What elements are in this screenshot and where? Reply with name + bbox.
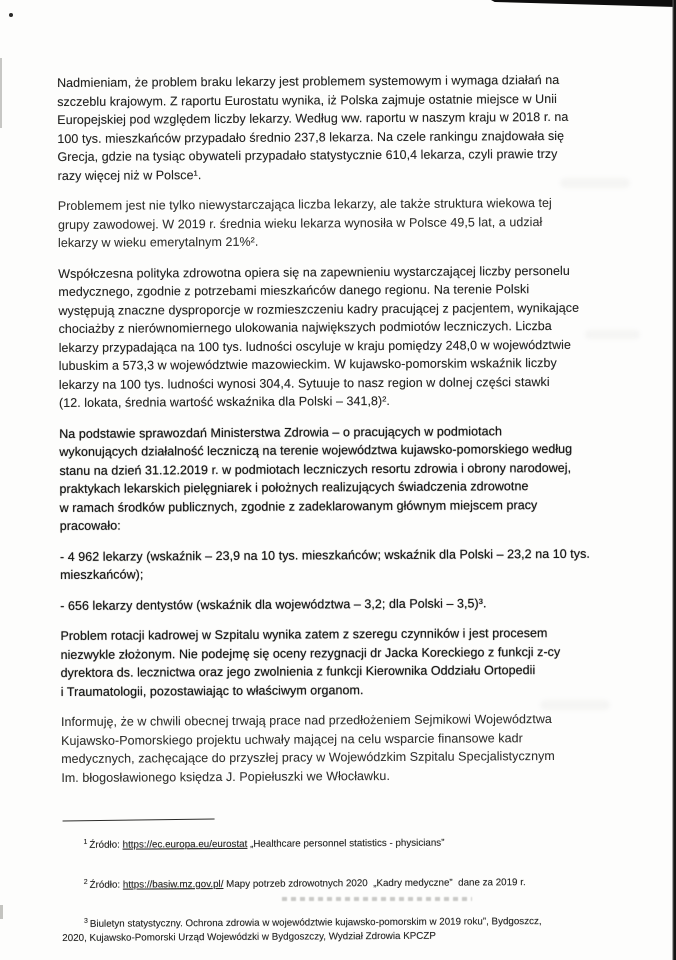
scan-right-edge	[672, 0, 676, 960]
footnote-1-link[interactable]: https://ec.europa.eu/eurostat	[122, 839, 248, 851]
scan-corner-shadow	[491, 0, 676, 7]
bullet-dentists-count: - 656 lekarzy dentystów (wskaźnik dla województwa – 3,2; dla Polski – 3,5)³.	[60, 595, 487, 613]
footnotes-section	[62, 816, 648, 958]
paragraph-doctor-shortage-intro: Nadmieniam, że problem braku lekarzy jest problemem systemowym i wymaga działań na szczeblu krajowym. Z raportu Eurostatu wynika, iż Polska zajmuje ostatnie miejsce w Unii Europejskiej pod względem liczby lekarzy. Według ww. raportu w naszym kraju w 2018 r. na 100 tys. mieszkańców przypadało średnio 237,8 lekarza. Na czele rankingu znajdowała się Grecja, gdzie na tysiąc obywateli przypadało statystycznie 610,4 lekarza, czyli prawie trzy razy więcej niż w Polsce¹.	[57, 72, 569, 183]
paragraph-ministry-reports: Na podstawie sprawozdań Ministerstwa Zdrowia – o pracujących w podmiotach wykonujących działalność leczniczą na terenie województwa kujawsko-pomorskiego według stanu na dzień 31.12.2019 r. w podmiotach leczniczych resortu zdrowia i obrony narodowej, praktykach lekarskich pielęgniarek i położnych realizujących świadczenia zdrowotne w ramach środków publicznych, zgodnie z zadeklarowanym głównym miejscem pracy pracowało:	[59, 423, 573, 533]
footnote-3-text: Biuletyn statystyczny. Ochrona zdrowia w województwie kujawsko-pomorskim w 2019 roku”, Bydgoszcz, 2020, Kujawsko-Pomorski Urząd Wojewódzki w Bydgoszczy, Wydział Zdrowia KPCZP	[62, 916, 542, 944]
scan-left-edge	[0, 58, 2, 128]
footnote-1	[62, 822, 647, 865]
footnote-1-prefix: Źródło:	[89, 839, 123, 852]
paragraph-age-structure: Problemem jest nie tylko niewystarczająca liczba lekarzy, ale także struktura wiekowa tej grupy zawodowej. W 2019 r. średnia wieku lekarza wynosiła w Polsce 49,5 lat, a udział lekarzy w wieku emerytalnym 21%².	[57, 195, 552, 250]
scan-ink-speck	[9, 13, 13, 17]
footnote-3-marker: 3	[83, 917, 88, 926]
footnote-1-suffix: „Healthcare personnel statistics - physicians”	[247, 837, 445, 851]
footnote-2-suffix: Mapy potrzeb zdrowotnych 2020 „Kadry medyczne” dane za 2019 r.	[223, 876, 526, 890]
footnote-1-marker: 1	[83, 838, 88, 846]
footnote-2-marker: 2	[83, 878, 88, 886]
footnote-2-prefix: Źródło:	[89, 879, 123, 891]
paragraph-health-policy-regional: Współczesna polityka zdrowotna opiera się na zapewnieniu wystarczającej liczby personelu medycznego, zgodnie z potrzebami mieszkańców danego regionu. Na terenie Polski występują znaczne dysproporcje w rozmieszczeniu kadry pracującej z pacjentem, wynikające chociażby z nierównomiernego ulokowania największych podmiotów leczniczych. Liczba lekarzy przypadająca na 100 tys. ludności oscyluje w kraju pomiędzy 248,0 w województwie lubuskim a 573,3 w województwie mazowieckim. W kujawsko-pomorskim wskaźnik liczby lekarzy na 100 tys. ludności wynosi 304,4. Sytuuje to nasz region w dolnej części stawki (12. lokata, średnia wartość wskaźnika dla Polski – 341,8)².	[58, 263, 580, 410]
bullet-doctors-count: - 4 962 lekarzy (wskaźnik – 23,9 na 10 tys. mieszkańców; wskaźnik dla Polski – 23,2 na 10 tys. mieszkańców);	[59, 546, 590, 582]
scan-left-edge-mark	[0, 905, 3, 919]
footnote-divider	[63, 819, 215, 822]
letter-body	[57, 70, 647, 958]
footnote-2-link[interactable]: https://basiw.mz.gov.pl/	[122, 878, 224, 891]
footnote-2	[62, 862, 647, 905]
paragraph-staff-rotation: Problem rotacji kadrowej w Szpitalu wynika zatem z szeregu czynników i jest procesem niezwykle złożonym. Nie podejmę się oceny rezygnacji dr Jacka Koreckiego z funkcji z-cy dyrektora ds. lecznictwa oraz jego zwolnienia z funkcji Kierownika Oddziału Ortopedii i Traumatologii, pozostawiając to właściwym organom.	[60, 626, 561, 699]
paragraph-sejmik-resolution: Informuję, że w chwili obecnej trwają prace nad przedłożeniem Sejmikowi Województwa Kujawsko-Pomorskiego projektu uchwały mającej na celu wsparcie finansowe kadr medycznych, zachęcające do przyszłej pracy w Wojewódzkim Szpitalu Specjalistycznym Im. błogosławionego księdza J. Popiełuszki we Włocławku.	[60, 711, 555, 785]
footnote-3	[62, 902, 647, 958]
